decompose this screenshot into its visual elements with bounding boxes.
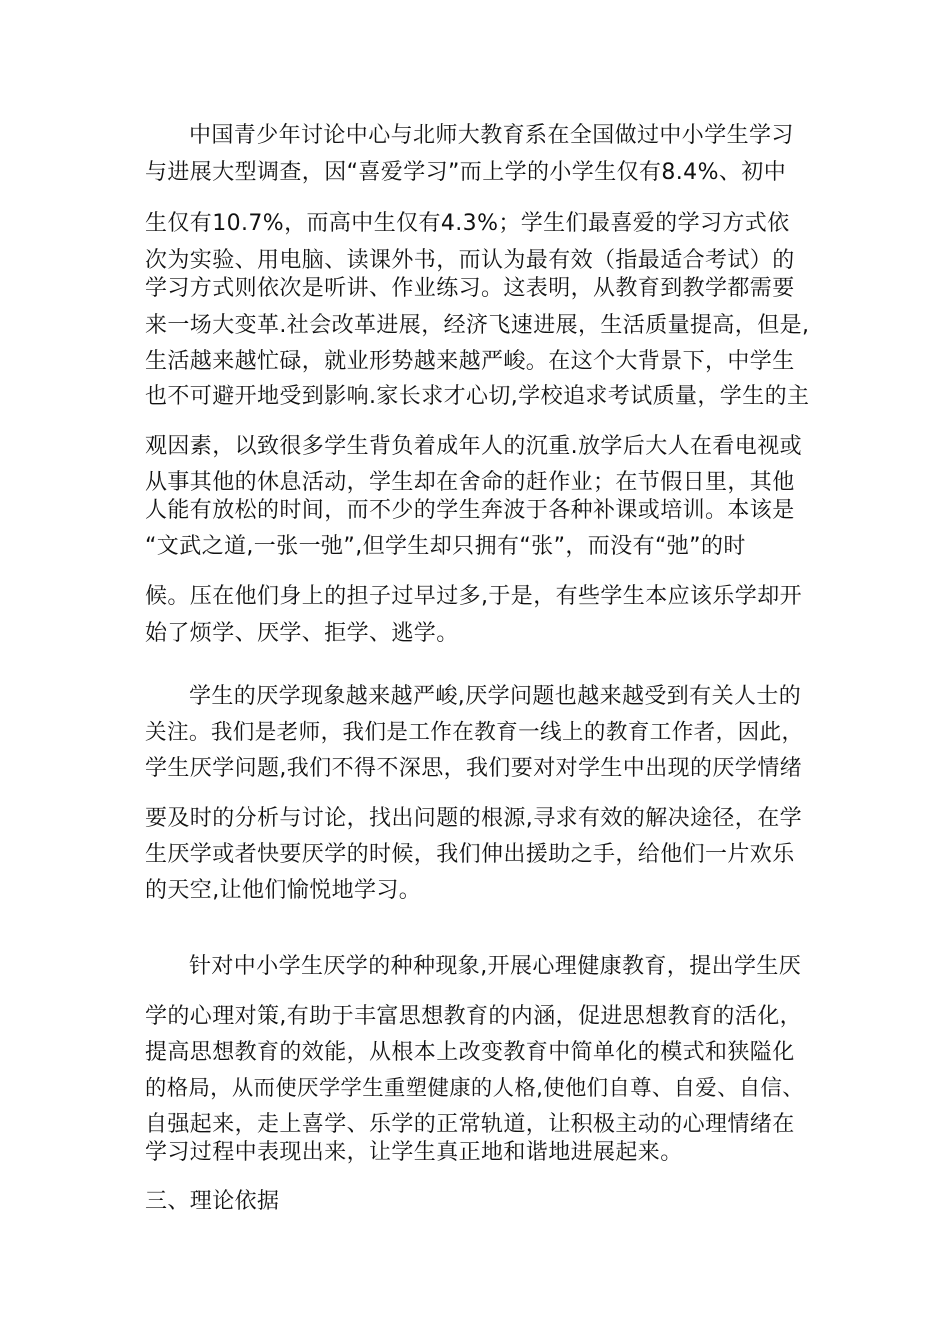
paragraph-1-line: 从事其他的休息活动，学生却在舍命的赶作业；在节假日里，其他 xyxy=(145,470,795,495)
paragraph-1-line: 来一场大变革.社会改革进展，经济飞速进展，生活质量提高，但是, xyxy=(145,313,810,338)
paragraph-1-line: 与进展大型调查，因“喜爱学习”而上学的小学生仅有8.4%、初中 xyxy=(145,160,787,185)
paragraph-3-line: 学习过程中表现出来，让学生真正地和谐地进展起来。 xyxy=(145,1140,683,1165)
paragraph-3-line: 自强起来，走上喜学、乐学的正常轨道，让积极主动的心理情绪在 xyxy=(145,1112,795,1137)
paragraph-2-line: 生厌学或者快要厌学的时候，我们伸出援助之手，给他们一片欢乐 xyxy=(145,842,795,867)
paragraph-1-line: 也不可避开地受到影响.家长求才心切,学校追求考试质量，学生的主 xyxy=(145,384,810,409)
paragraph-2-line: 要及时的分析与讨论，找出问题的根源,寻求有效的解决途径，在学 xyxy=(145,806,802,831)
paragraph-1-line: 次为实验、用电脑、读课外书，而认为最有效（指最适合考试）的 xyxy=(145,248,795,273)
paragraph-1-line: 人能有放松的时间，而不少的学生奔波于各种补课或培训。本该是 xyxy=(145,498,795,523)
paragraph-2-line: 学生的厌学现象越来越严峻,厌学问题也越来越受到有关人士的 xyxy=(189,684,802,709)
paragraph-1-line: 中国青少年讨论中心与北师大教育系在全国做过中小学生学习 xyxy=(189,123,794,148)
paragraph-1-line: 候。压在他们身上的担子过早过多,于是，有些学生本应该乐学却开 xyxy=(145,584,802,609)
paragraph-3-line: 针对中小学生厌学的种种现象,开展心理健康教育，提出学生厌 xyxy=(189,954,802,979)
paragraph-3-line: 的格局，从而使厌学学生重塑健康的人格,使他们自尊、自爱、自信、 xyxy=(145,1076,805,1101)
paragraph-1-line: “文武之道,一张一弛”,但学生却只拥有“张”，而没有“弛”的时 xyxy=(145,534,746,559)
paragraph-2-line: 的天空,让他们愉悦地学习。 xyxy=(145,878,422,903)
paragraph-2-line: 学生厌学问题,我们不得不深思，我们要对对学生中出现的厌学情绪 xyxy=(145,756,802,781)
paragraph-1-line: 生活越来越忙碌，就业形势越来越严峻。在这个大背景下，中学生 xyxy=(145,349,795,374)
paragraph-1-line: 生仅有10.7%，而高中生仅有4.3%；学生们最喜爱的学习方式依 xyxy=(145,211,790,236)
paragraph-3-line: 提高思想教育的效能，从根本上改变教育中简单化的模式和狭隘化 xyxy=(145,1040,795,1065)
paragraph-1-line: 学习方式则依次是听讲、作业练习。这表明，从教育到教学都需要 xyxy=(145,276,795,301)
section-heading: 三、理论依据 xyxy=(145,1189,280,1214)
paragraph-1-line: 始了烦学、厌学、拒学、逃学。 xyxy=(145,621,459,646)
paragraph-3-line: 学的心理对策,有助于丰富思想教育的内涵，促进思想教育的活化， xyxy=(145,1004,802,1029)
paragraph-2-line: 关注。我们是老师，我们是工作在教育一线上的教育工作者，因此， xyxy=(145,720,804,745)
paragraph-1-line: 观因素，以致很多学生背负着成年人的沉重.放学后大人在看电视或 xyxy=(145,434,802,459)
